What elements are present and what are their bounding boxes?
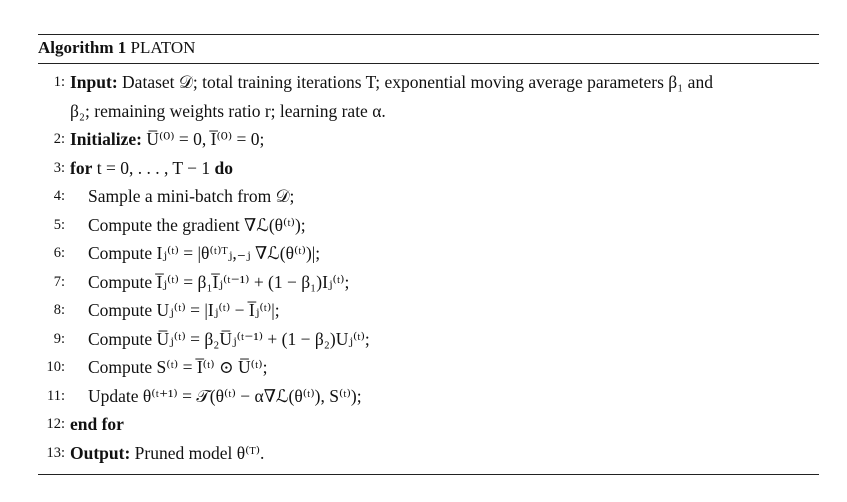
algorithm-label: Algorithm 1	[38, 38, 127, 57]
line-text: Compute the gradient ∇ℒ(θ⁽ᵗ⁾);	[88, 214, 306, 235]
algorithm-line	[38, 239, 819, 268]
line-number: 10:	[46, 359, 65, 375]
line-text: Sample a mini-batch from 𝒟;	[88, 186, 295, 206]
line-number: 1:	[53, 74, 65, 90]
algorithm-line	[38, 410, 819, 439]
algorithm-line	[38, 211, 819, 240]
algorithm-line	[38, 68, 819, 97]
line-number: 7:	[53, 273, 65, 290]
line-number: 13:	[46, 444, 65, 461]
line-number: 8:	[53, 302, 65, 318]
line-text: t = 0, . . . , T − 1	[92, 157, 215, 178]
line-number: 2:	[53, 131, 65, 147]
line-number: 4:	[53, 188, 65, 204]
algorithm-line	[38, 182, 819, 211]
algorithm-line	[38, 97, 819, 126]
line-keyword: Output:	[70, 442, 131, 463]
line-text: Pruned model θ⁽ᵀ⁾.	[130, 442, 265, 463]
line-number: 12:	[46, 416, 65, 432]
line-number: 6:	[53, 245, 65, 261]
line-number: 11:	[47, 387, 65, 404]
algorithm-line	[38, 296, 819, 325]
algorithm-line	[38, 353, 819, 382]
algorithm-line	[38, 382, 819, 411]
algorithm-lines	[38, 68, 819, 467]
line-text: Compute S⁽ᵗ⁾ = I̅⁽ᵗ⁾ ⊙ U̅⁽ᵗ⁾;	[88, 357, 268, 377]
line-text: Compute Uⱼ⁽ᵗ⁾ = |Iⱼ⁽ᵗ⁾ − I̅ⱼ⁽ᵗ⁾|;	[88, 300, 280, 320]
algorithm-line	[38, 439, 819, 468]
algorithm-name: PLATON	[130, 38, 196, 57]
line-text: Compute Iⱼ⁽ᵗ⁾ = |θ⁽ᵗ⁾ᵀⱼ,₋ⱼ ∇ℒ(θ⁽ᵗ⁾)|;	[88, 243, 321, 263]
line-keyword: for	[70, 157, 93, 178]
line-text: Compute I̅ⱼ⁽ᵗ⁾ = β₁I̅ⱼ⁽ᵗ⁻¹⁾ + (1 − β₁)Iⱼ⁽ᵗ⁾;	[88, 271, 350, 292]
algorithm-title	[38, 35, 819, 63]
algorithm-line	[38, 325, 819, 354]
line-keyword: end for	[70, 414, 124, 434]
algorithm-line	[38, 268, 819, 297]
line-keyword: Initialize:	[70, 129, 142, 149]
algorithm-line	[38, 125, 819, 154]
bottom-rule	[38, 474, 819, 475]
line-keyword: Input:	[70, 72, 118, 92]
line-number: 5:	[53, 216, 65, 233]
line-text: U̅⁽⁰⁾ = 0, I̅⁽⁰⁾ = 0;	[141, 129, 265, 149]
algorithm-block	[38, 34, 819, 475]
line-text: Compute U̅ⱼ⁽ᵗ⁾ = β₂U̅ⱼ⁽ᵗ⁻¹⁾ + (1 − β₂)Uⱼ⁽ᵗ⁾;	[88, 328, 370, 349]
line-keyword-do: do	[214, 157, 234, 178]
algorithm-line	[38, 154, 819, 183]
line-text: Update θ⁽ᵗ⁺¹⁾ = 𝒯(θ⁽ᵗ⁾ − α∇ℒ(θ⁽ᵗ⁾), S⁽ᵗ⁾);	[88, 385, 362, 406]
line-number: 3:	[53, 159, 65, 176]
line-text: β₂; remaining weights ratio r; learning rate α.	[70, 100, 386, 121]
line-number: 9:	[53, 330, 65, 347]
line-text: Dataset 𝒟; total training iterations T; exponential moving average parameters β₁ and	[117, 72, 713, 92]
title-rule	[38, 63, 819, 64]
